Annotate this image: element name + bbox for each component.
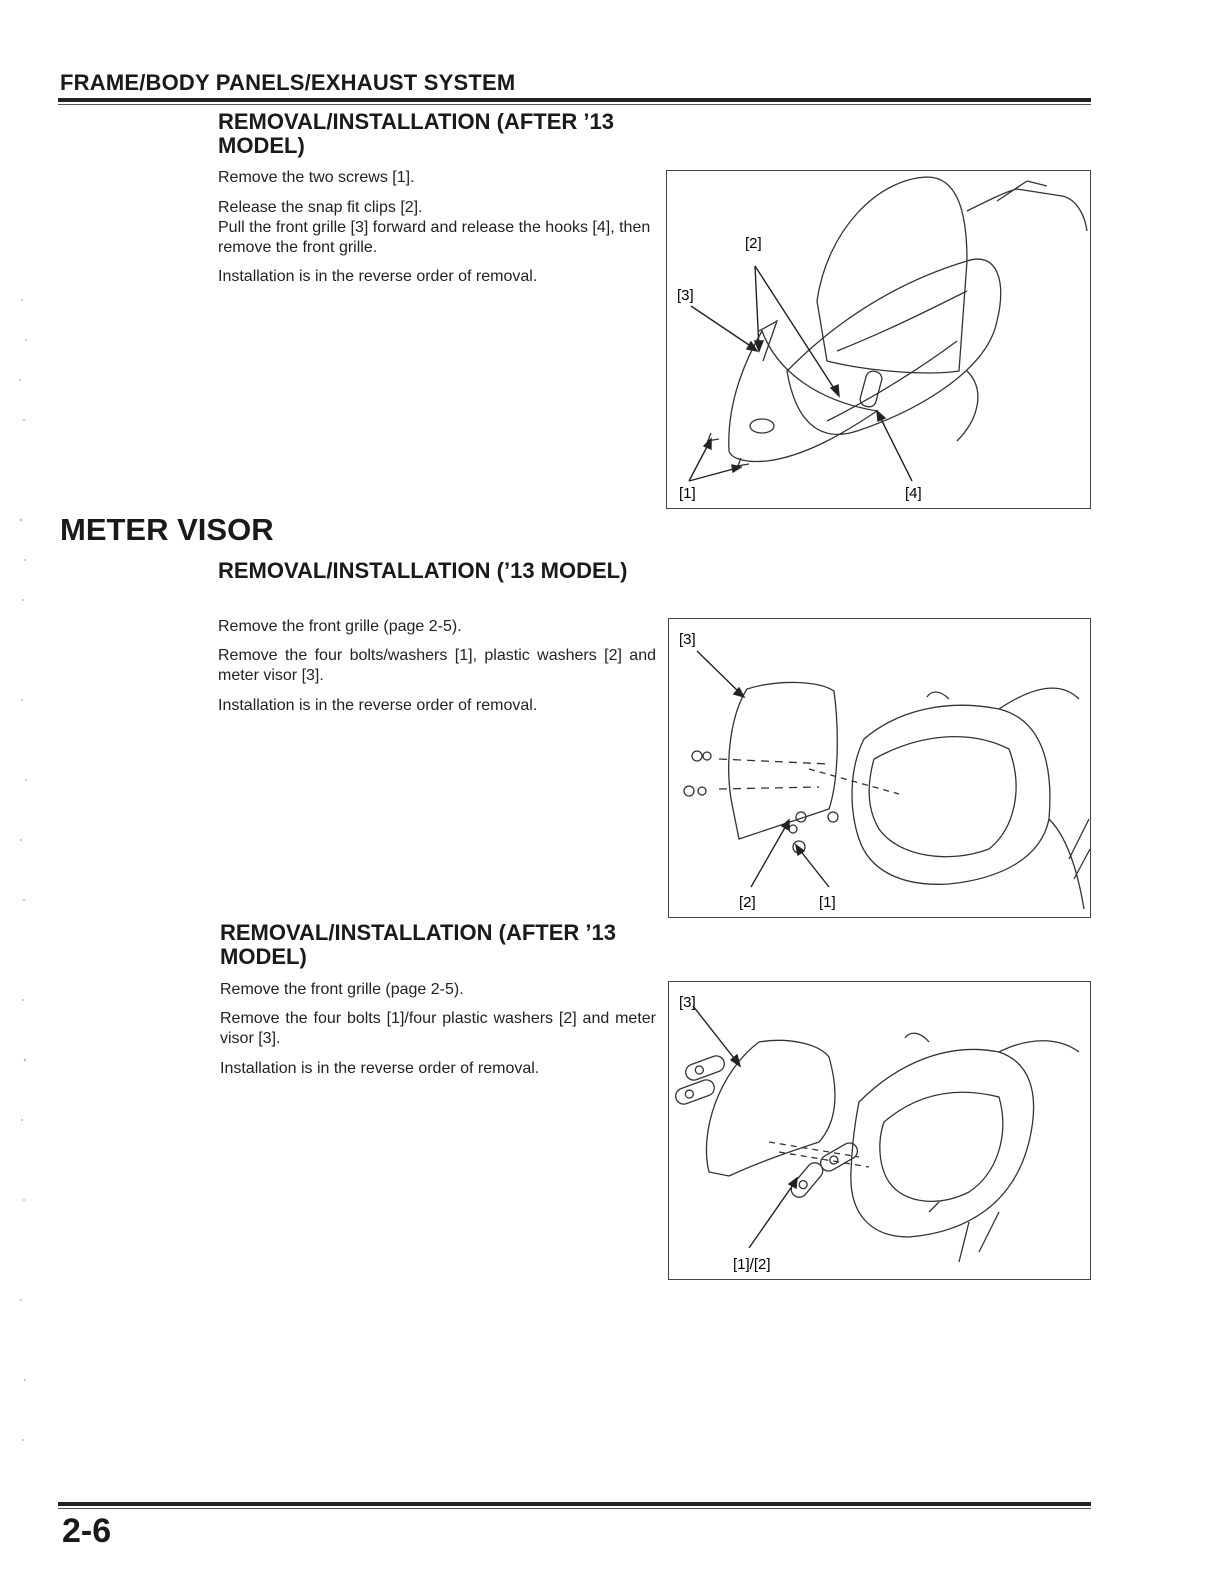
footer-rule-thin <box>58 1508 1091 1509</box>
front-grille-diagram <box>667 171 1090 508</box>
meter-visor-2013-subtitle: REMOVAL/INSTALLATION (’13 MODEL) <box>218 558 628 583</box>
meter-visor-title: METER VISOR <box>60 512 274 547</box>
meter-visor-2013-label-1: [1] <box>819 894 836 911</box>
scan-edge-noise <box>0 0 40 1584</box>
page-header-title: FRAME/BODY PANELS/EXHAUST SYSTEM <box>60 70 516 95</box>
footer-rule <box>58 1502 1091 1506</box>
meter-visor-after-2013-figure <box>668 981 1091 1280</box>
front-grille-label-3: [3] <box>677 287 694 304</box>
meter-visor-2013-figure <box>668 618 1091 918</box>
meter-visor-2013-label-3: [3] <box>679 631 696 648</box>
meter-visor-after-2013-label-1-2: [1]/[2] <box>733 1256 771 1273</box>
meter-visor-after-2013-step-1: Remove the front grille (page 2-5). <box>220 981 464 998</box>
meter-visor-2013-step-1: Remove the front grille (page 2-5). <box>218 618 462 635</box>
front-grille-step-2: Release the snap fit clips [2]. <box>218 199 423 216</box>
front-grille-step-3: Pull the front grille [3] forward and release the hooks [4], then remove the front grille. <box>218 219 651 256</box>
meter-visor-after-2013-diagram <box>669 982 1090 1279</box>
front-grille-subtitle: REMOVAL/INSTALLATION (AFTER ’13 MODEL) <box>218 109 614 158</box>
front-grille-step-4: Installation is in the reverse order of removal. <box>218 268 538 285</box>
meter-visor-after-2013-step-3: Installation is in the reverse order of removal. <box>220 1060 540 1077</box>
front-grille-label-2: [2] <box>745 235 762 252</box>
meter-visor-after-2013-label-3: [3] <box>679 994 696 1011</box>
front-grille-label-4: [4] <box>905 485 922 502</box>
meter-visor-2013-label-2: [2] <box>739 894 756 911</box>
front-grille-figure <box>666 170 1091 509</box>
page-number: 2-6 <box>62 1512 112 1550</box>
meter-visor-2013-step-3: Installation is in the reverse order of removal. <box>218 697 538 714</box>
front-grille-step-1: Remove the two screws [1]. <box>218 169 415 186</box>
meter-visor-after-2013-subtitle: REMOVAL/INSTALLATION (AFTER ’13 MODEL) <box>220 920 616 969</box>
meter-visor-after-2013-step-2: Remove the four bolts [1]/four plastic washers [2] and meter visor [3]. <box>220 1010 656 1047</box>
front-grille-label-1: [1] <box>679 485 696 502</box>
meter-visor-2013-step-2: Remove the four bolts/washers [1], plastic washers [2] and meter visor [3]. <box>218 647 656 684</box>
header-rule <box>58 98 1091 102</box>
header-rule-thin <box>58 104 1091 105</box>
meter-visor-2013-diagram <box>669 619 1090 917</box>
